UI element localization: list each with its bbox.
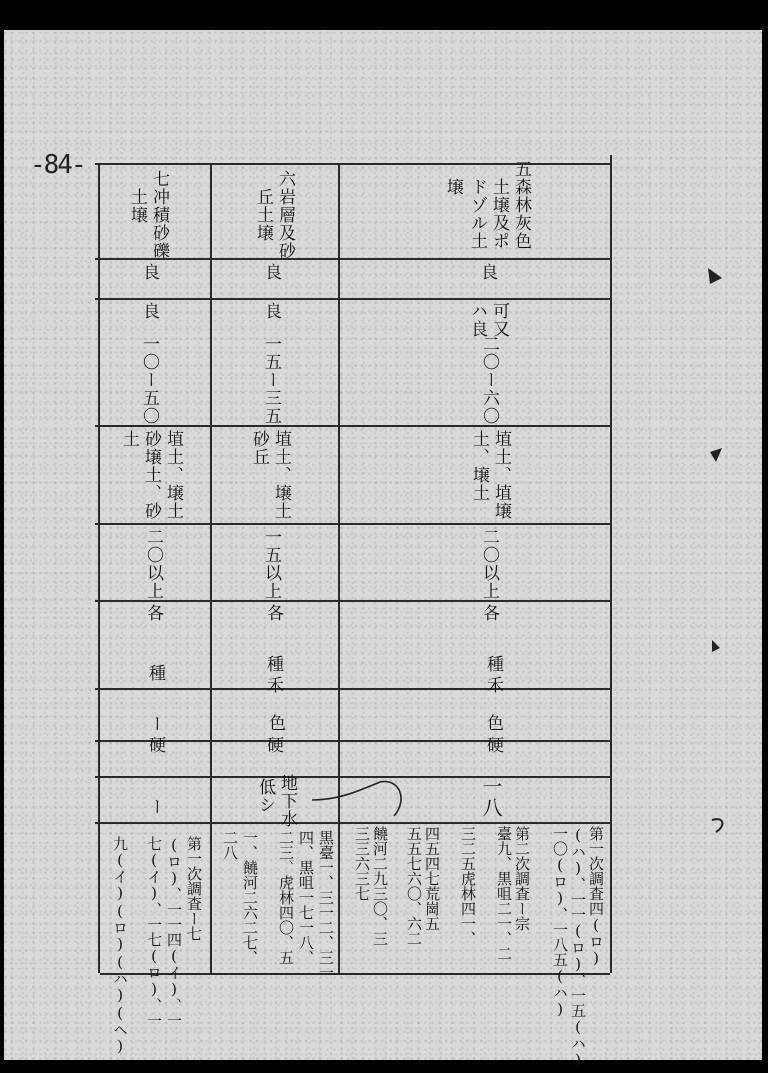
row6-title-line1: 六岩層及砂 [275, 170, 295, 260]
row7-thickness: 二〇以上 [143, 528, 163, 600]
row6-soil-line1: 埴土、壌土 [271, 430, 291, 520]
row5-depth: 二〇ー六〇 [479, 335, 499, 425]
row5-survey-line7: 四五四七荒崗五 [423, 826, 441, 931]
row5-soil-line2: 土、壌土 [469, 430, 489, 502]
row5-survey-line1: 第一次調査四(ロ) [587, 826, 605, 967]
row5-survey-line9: 饒河二九三〇、三 [371, 826, 389, 946]
row6-fertility: 良 [261, 302, 281, 320]
row6-survey-line3: 二三、虎林四〇、五 [277, 830, 295, 965]
row5-survey-line5: 臺九、黒咀二一、二 [495, 826, 513, 961]
row6-color: 色 [265, 714, 285, 732]
row7-title-line2: 土壌 [127, 188, 147, 224]
row5-survey-line3: 一〇(ロ)、一八五(ハ) [551, 826, 569, 1018]
row5-drainage: 良 [477, 263, 497, 281]
row6-water-line2: 低シ [255, 778, 275, 814]
row5-title-line2: 土壌及ポ [489, 178, 509, 250]
row6-title-line2: 丘土壌 [253, 188, 273, 242]
row5-survey-line4: 第二次調査ー宗 [513, 826, 531, 931]
row5-fertility-line2: ハ良 [467, 302, 487, 338]
row6-hardness: 硬 [263, 736, 283, 754]
row5-layer: 各 [479, 604, 499, 622]
row6-survey-line5: 二八 [221, 830, 239, 860]
row6-kind: 種 [263, 655, 283, 673]
row5-survey-line8: 五五七六〇、六二 [405, 826, 423, 946]
row7-depth: 一〇ー五〇 [139, 335, 159, 425]
row6-water-line1: 地下水 [277, 774, 297, 828]
row5-hardness: 硬 [483, 736, 503, 754]
row7-kind: 種 [145, 664, 165, 682]
row7-survey-line4: 九(イ)(ロ)(ハ)(ヘ) [111, 836, 129, 1055]
row5-survey-line2: (ハ)、一一(ロ)、一五(ハ) [569, 826, 587, 1069]
row6-drainage: 良 [261, 263, 281, 281]
row7-soil-line1: 埴土、壌土 [163, 430, 183, 520]
row7-hardness-mark: ー [145, 715, 165, 733]
row7-layer: 各 [143, 604, 163, 622]
row5-fertility-line1: 可又 [489, 302, 509, 338]
row5-title-line1: 五森林灰色 [511, 160, 531, 250]
row7-drainage: 良 [139, 263, 159, 281]
row6-depth: 一五ー三五 [261, 335, 281, 425]
row5-title-line3: ドゾル土 [467, 178, 487, 250]
row7-hardness: 硬 [145, 736, 165, 754]
row7-survey-line2: (ロ)、一一四(イ)、一 [165, 836, 183, 1028]
row7-survey-line3: 七(イ)、一七(ロ)、一 [145, 836, 163, 1028]
row5-survey-line10: 三三六三七 [353, 826, 371, 901]
row7-title-line1: 七冲積砂礫 [149, 170, 169, 260]
row5-water: 一八 [479, 776, 503, 818]
row5-thickness: 二〇以上 [479, 528, 499, 600]
row7-water: ー [145, 798, 165, 816]
row5-survey-line6: 三二五虎林四一、 [459, 826, 477, 946]
row5-title-line4: 壌 [443, 178, 463, 196]
row7-soil-line3: 土 [119, 430, 139, 448]
row7-fertility: 良 [139, 302, 159, 320]
row6-plant: 禾 [263, 676, 283, 694]
row6-survey-line4: 一、饒河二六二七、 [241, 830, 259, 965]
row5-soil-line1: 埴土、埴壌 [491, 430, 511, 520]
row5-color: 色 [483, 714, 503, 732]
row6-layer: 各 [263, 604, 283, 622]
row7-survey-line1: 第一次調査ー七 [185, 836, 203, 941]
row5-kind: 種 [483, 655, 503, 673]
row6-survey-line2: 四、黒咀一七一八、 [297, 830, 315, 965]
row7-soil-line2: 砂壌土、砂 [141, 430, 161, 520]
page-number: -84- [30, 150, 85, 180]
row6-thickness: 一五以上 [261, 528, 281, 600]
row6-soil-line2: 砂丘 [249, 430, 269, 466]
row6-survey-line1: 黒臺一、三一二、三一 [317, 830, 335, 980]
row5-plant: 禾 [483, 676, 503, 694]
